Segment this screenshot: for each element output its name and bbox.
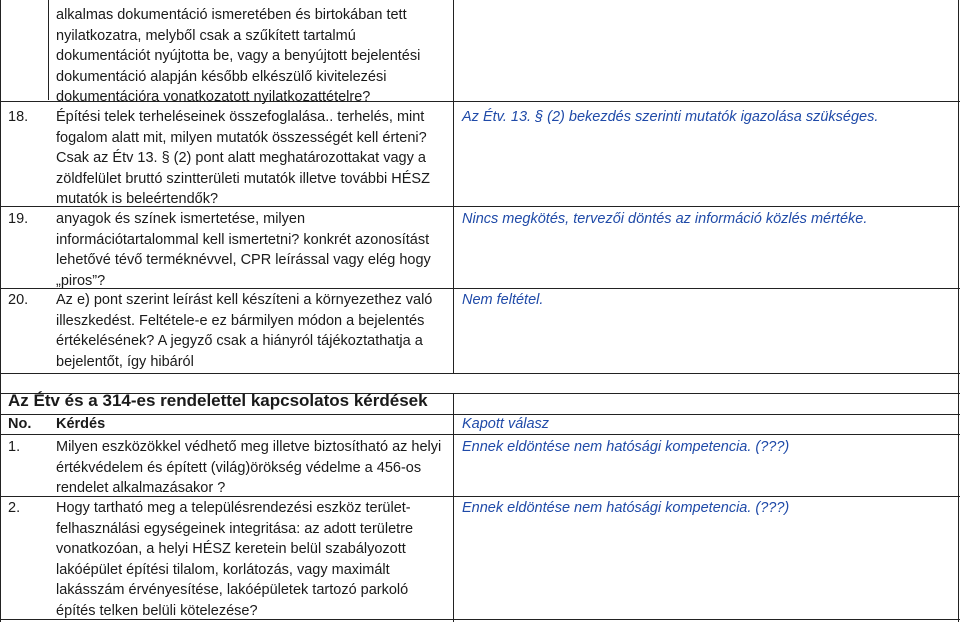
question-text: Milyen eszközökkel védhető meg illetve biztosítható az helyi értékvédelem és épített (világ)örökség védelme a 456-os rendelet alkalmazásakor ? bbox=[56, 439, 442, 497]
question-text: Az e) pont szerint leírást kell készíteni a környezethez való illeszkedést. Feltétele-e ez bármilyen módon a bejelentés értékelésének? A jegyző csak a hiányról tájékoztathatja a bejelentőt, így hibáról bbox=[56, 292, 433, 370]
column-header-question: Kérdés bbox=[56, 416, 106, 432]
row-number: 20. bbox=[8, 292, 29, 308]
question-text: anyagok és színek ismertetése, milyen információtartalommal kell ismertetni? konkrét azonosítást lehetővé tévő terméknévvel, CPR leírással vagy elég hogy „piros”? bbox=[56, 211, 431, 289]
section-title-divider bbox=[0, 414, 960, 415]
question-text: alkalmas dokumentáció ismeretében és birtokában tett nyilatkozatra, melyből csak a szűkített tartalmú dokumentációt nyújtotta be, vagy a benyújtott bejelentési dokumentáció alapján később elkészülő kivitelezési dokumentációra vonatkozatott nyilatkozattételre? bbox=[56, 7, 421, 106]
row-number: 19. bbox=[8, 211, 29, 227]
row-number: 2. bbox=[8, 500, 21, 516]
table-border-right bbox=[958, 0, 959, 622]
table-column-divider-3 bbox=[453, 393, 454, 622]
answer-text: Ennek eldöntése nem hatósági kompetencia. (???) bbox=[462, 439, 790, 455]
column-header-answer: Kapott válasz bbox=[462, 416, 550, 432]
table-border-left bbox=[0, 0, 1, 622]
table-column-divider-1 bbox=[48, 0, 49, 100]
answer-text: Ennek eldöntése nem hatósági kompetencia. (???) bbox=[462, 500, 790, 516]
answer-text: Nincs megkötés, tervezői döntés az információ közlés mértéke. bbox=[462, 211, 868, 227]
section-title: Az Étv és a 314-es rendelettel kapcsolatos kérdések bbox=[8, 391, 428, 410]
table-column-divider-2 bbox=[453, 0, 454, 373]
row-number: 1. bbox=[8, 439, 21, 455]
row-number: 18. bbox=[8, 109, 29, 125]
column-header-no: No. bbox=[8, 416, 32, 432]
question-text: Építési telek terheléseinek összefoglalása.. terhelés, mint fogalom alatt mit, milyen mutatók összességét kell érteni? Csak az Étv 13. § (2) pont alatt meghatározottakat vagy a zöldfelület bruttó szintterületi mutatók illetve további HÉSZ mutatók is beleértendők? bbox=[56, 109, 430, 208]
row-divider bbox=[0, 373, 960, 374]
answer-text: Az Étv. 13. § (2) bekezdés szerinti mutatók igazolása szükséges. bbox=[462, 109, 879, 125]
question-text: Hogy tartható meg a településrendezési eszköz terület-felhasználási egységeinek integritása: az adott területre vonatkozóan, a helyi HÉSZ keretein belül szabályozott lakóépület építési tilalom, korlátozás, vagy maximált lakásszám érvényesítése, lakóépületek tartozó parkoló építés telken belüli kötelezése? bbox=[56, 500, 414, 619]
answer-text: Nem feltétel. bbox=[462, 292, 544, 308]
header-row-divider bbox=[0, 434, 960, 435]
